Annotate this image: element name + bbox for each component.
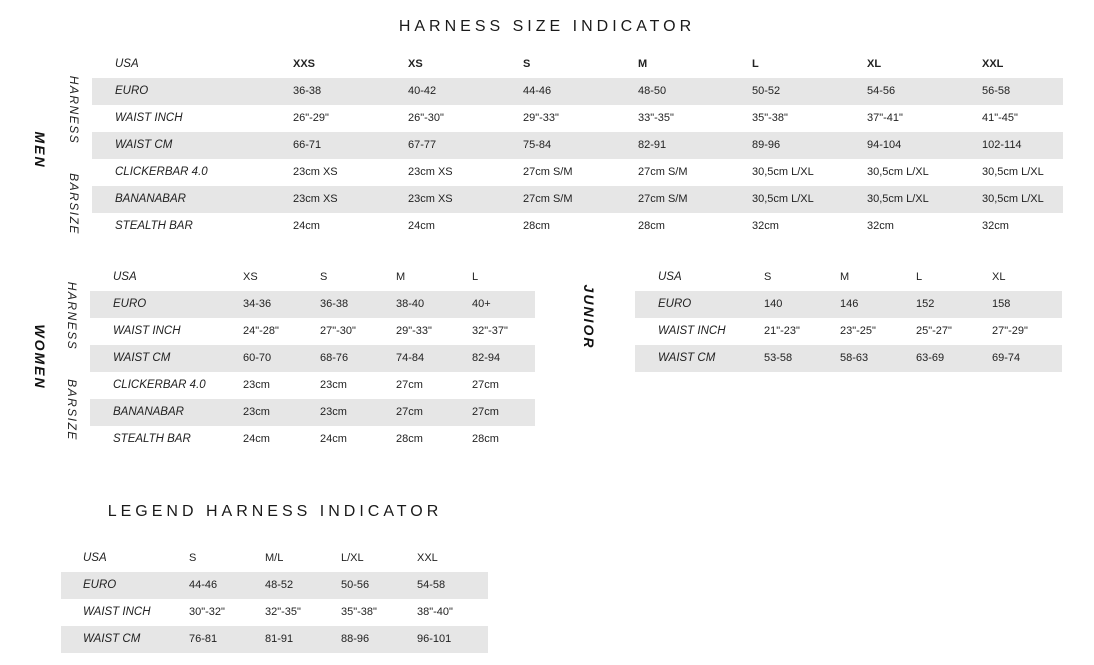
size-header: L [472,271,479,283]
men-barsize-label: BARSIZE [67,173,81,235]
table-row [92,186,1063,213]
row-label: STEALTH BAR [115,220,193,232]
table-cell: 89-96 [752,139,781,151]
size-header: L/XL [341,552,364,564]
table-cell: 21"-23" [764,325,800,337]
table-cell: 24cm [293,220,320,232]
row-label: EURO [658,298,692,310]
size-header: L [752,58,759,70]
row-label: WAIST CM [658,352,716,364]
table-cell: 30,5cm L/XL [867,166,929,178]
table-cell: 30,5cm L/XL [752,193,814,205]
women-size-table [90,264,535,453]
table-cell: 27cm S/M [523,166,573,178]
table-cell: 29"-33" [523,112,559,124]
table-cell: 38"-40" [417,606,453,618]
table-cell: 50-52 [752,85,781,97]
table-cell: 53-58 [764,352,793,364]
table-cell: 30,5cm L/XL [752,166,814,178]
size-header: XXL [417,552,438,564]
row-label: WAIST INCH [658,325,726,337]
table-cell: 76-81 [189,633,218,645]
table-cell: 23cm [243,406,270,418]
page-title: HARNESS SIZE INDICATOR [398,18,696,35]
table-row [61,626,488,653]
legend-size-table [61,545,488,653]
table-cell: 36-38 [293,85,322,97]
table-cell: 140 [764,298,783,310]
table-row [61,599,488,626]
table-cell: 82-94 [472,352,501,364]
table-cell: 41"-45" [982,112,1018,124]
table-cell: 68-76 [320,352,349,364]
table-cell: 75-84 [523,139,552,151]
table-cell: 69-74 [992,352,1021,364]
row-label: WAIST INCH [83,606,151,618]
table-cell: 37"-41" [867,112,903,124]
junior-header-row [635,264,1062,291]
row-label: CLICKERBAR 4.0 [113,379,206,391]
table-cell: 27cm S/M [523,193,573,205]
table-cell: 28cm [523,220,550,232]
table-cell: 23"-25" [840,325,876,337]
table-cell: 23cm [320,379,347,391]
table-cell: 36-38 [320,298,349,310]
table-row [635,318,1062,345]
table-cell: 23cm XS [293,166,338,178]
table-row [635,291,1062,318]
table-cell: 96-101 [417,633,452,645]
row-label: EURO [115,85,149,97]
table-cell: 23cm XS [408,166,453,178]
row-label: USA [83,552,107,564]
row-label: CLICKERBAR 4.0 [115,166,208,178]
row-label: EURO [83,579,117,591]
table-cell: 40-42 [408,85,437,97]
row-label: USA [115,58,139,70]
table-row [92,213,1063,240]
table-cell: 28cm [472,433,499,445]
row-label: USA [113,271,137,283]
table-cell: 32"-37" [472,325,508,337]
table-cell: 94-104 [867,139,902,151]
men-size-table [92,51,1063,240]
row-label: WAIST CM [115,139,173,151]
legend-title: LEGEND HARNESS INDICATOR [107,503,443,520]
size-header: L [916,271,923,283]
table-cell: 23cm XS [293,193,338,205]
table-cell: 48-50 [638,85,667,97]
row-label: WAIST CM [113,352,171,364]
size-header: M [396,271,406,283]
legend-header-row [61,545,488,572]
table-cell: 33"-35" [638,112,674,124]
table-cell: 48-52 [265,579,294,591]
size-header: XXS [293,58,316,70]
table-cell: 50-56 [341,579,370,591]
table-cell: 24cm [243,433,270,445]
table-cell: 32cm [867,220,894,232]
table-cell: 102-114 [982,139,1022,151]
men-group-label: MEN [32,131,48,169]
table-row [90,291,535,318]
table-cell: 81-91 [265,633,294,645]
table-cell: 23cm XS [408,193,453,205]
table-cell: 82-91 [638,139,667,151]
women-header-row [90,264,535,291]
size-header: M [638,58,648,70]
size-header: M/L [265,552,284,564]
women-barsize-label: BARSIZE [65,379,79,441]
table-cell: 146 [840,298,859,310]
table-cell: 30,5cm L/XL [867,193,929,205]
row-label: WAIST INCH [113,325,181,337]
table-row [90,426,535,453]
table-cell: 38-40 [396,298,425,310]
table-cell: 44-46 [523,85,552,97]
table-cell: 32cm [752,220,779,232]
table-row [92,78,1063,105]
row-label: EURO [113,298,147,310]
table-cell: 27cm S/M [638,166,688,178]
table-cell: 56-58 [982,85,1011,97]
row-label: STEALTH BAR [113,433,191,445]
table-cell: 74-84 [396,352,425,364]
table-cell: 34-36 [243,298,272,310]
table-cell: 23cm [320,406,347,418]
row-label: WAIST CM [83,633,141,645]
table-cell: 54-56 [867,85,896,97]
size-header: XL [867,58,882,70]
table-cell: 28cm [638,220,665,232]
table-row [90,318,535,345]
table-cell: 54-58 [417,579,446,591]
table-cell: 63-69 [916,352,945,364]
table-row [61,572,488,599]
table-row [90,399,535,426]
row-label: USA [658,271,682,283]
table-row [92,105,1063,132]
table-cell: 30"-32" [189,606,225,618]
table-cell: 27"-30" [320,325,356,337]
women-harness-label: HARNESS [65,281,79,351]
table-cell: 88-96 [341,633,370,645]
table-cell: 27cm [472,379,499,391]
table-cell: 158 [992,298,1011,310]
table-row [92,159,1063,186]
table-cell: 23cm [243,379,270,391]
table-cell: 24cm [320,433,347,445]
table-cell: 24"-28" [243,325,279,337]
table-cell: 35"-38" [341,606,377,618]
table-cell: 152 [916,298,935,310]
table-cell: 66-71 [293,139,322,151]
size-header: S [764,271,772,283]
table-cell: 58-63 [840,352,869,364]
table-row [90,345,535,372]
table-cell: 27"-29" [992,325,1028,337]
table-cell: 32"-35" [265,606,301,618]
size-header: XS [243,271,258,283]
table-cell: 40+ [472,298,491,310]
row-label: BANANABAR [113,406,184,418]
table-row [92,132,1063,159]
table-cell: 27cm S/M [638,193,688,205]
junior-group-label: JUNIOR [581,284,597,350]
table-cell: 24cm [408,220,435,232]
women-group-label: WOMEN [32,324,48,390]
size-header: S [320,271,328,283]
row-label: BANANABAR [115,193,186,205]
table-cell: 32cm [982,220,1009,232]
table-cell: 44-46 [189,579,218,591]
table-cell: 30,5cm L/XL [982,193,1044,205]
size-header: M [840,271,850,283]
table-cell: 67-77 [408,139,437,151]
size-header: XXL [982,58,1004,70]
men-header-row [92,51,1063,78]
size-header: XL [992,271,1006,283]
table-cell: 26"-29" [293,112,329,124]
table-row [635,345,1062,372]
table-cell: 28cm [396,433,423,445]
table-cell: 26"-30" [408,112,444,124]
size-header: S [189,552,197,564]
table-cell: 27cm [396,379,423,391]
junior-size-table [635,264,1062,372]
table-cell: 29"-33" [396,325,432,337]
size-header: XS [408,58,423,70]
table-cell: 30,5cm L/XL [982,166,1044,178]
table-cell: 60-70 [243,352,272,364]
table-cell: 25"-27" [916,325,952,337]
table-cell: 27cm [472,406,499,418]
table-cell: 27cm [396,406,423,418]
table-cell: 35"-38" [752,112,788,124]
size-header: S [523,58,531,70]
men-harness-label: HARNESS [67,75,81,145]
row-label: WAIST INCH [115,112,183,124]
table-row [90,372,535,399]
